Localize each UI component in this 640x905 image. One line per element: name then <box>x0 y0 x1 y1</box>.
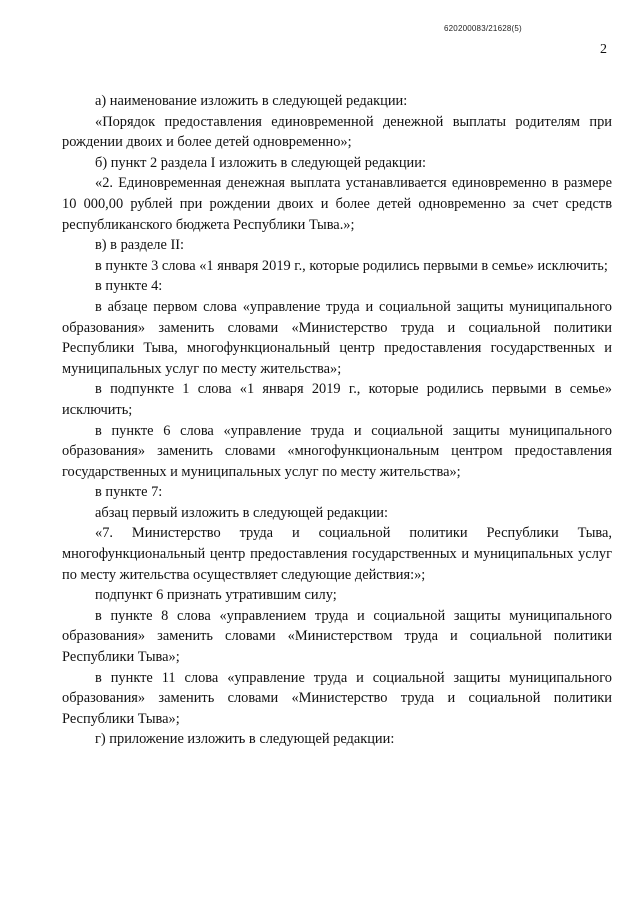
paragraph-item-3: в пункте 3 слова «1 января 2019 г., которые родились первыми в семье» исключить; <box>95 257 608 274</box>
paragraph-a: а) наименование изложить в следующей редакции: <box>95 93 408 109</box>
page-number: 2 <box>600 42 607 57</box>
paragraph-item-4: в пункте 4: <box>95 278 163 295</box>
paragraph-item-11: в пункте 11 слова «управление труда и социальной защиты муниципального образования» заменить словами «Министерство труда и социальной политики Республики Тыва»; <box>62 669 612 727</box>
paragraph-d: г) приложение изложить в следующей редакции: <box>95 731 395 748</box>
paragraph-item-7: в пункте 7: <box>95 484 163 501</box>
paragraph-b-text: «2. Единовременная денежная выплата устанавливается единовременно в размере 10 000,00 рублей при рождении двоих и более детей одновременно за счет средств республиканского бюджета Республики Тыва.»; <box>62 175 612 233</box>
document-id: 620200083/21628(5) <box>444 24 522 33</box>
paragraph-subitem-1: в подпункте 1 слова «1 января 2019 г., которые родились первыми в семье» исключить; <box>62 381 612 418</box>
paragraph-b: б) пункт 2 раздела I изложить в следующей редакции: <box>95 154 426 171</box>
paragraph-subitem-6: подпункт 6 признать утратившим силу; <box>95 587 337 604</box>
paragraph-item-6: в пункте 6 слова «управление труда и социальной защиты муниципального образования» заменить словами «многофункциональным центром предоставления государственных и муниципальных услуг по месту жительства»; <box>62 422 612 480</box>
document-body <box>62 91 612 750</box>
paragraph-item-7-first-clause: абзац первый изложить в следующей редакции: <box>95 504 389 521</box>
paragraph-item-7-text: «7. Министерство труда и социальной политики Республики Тыва, многофункциональный центр предоставления государственных и муниципальных услуг по месту жительства осуществляет следующие действия:»; <box>62 525 612 583</box>
paragraph-a-text: «Порядок предоставления единовременной денежной выплаты родителям при рождении двоих и более детей одновременно»; <box>62 113 612 151</box>
paragraph-item-8: в пункте 8 слова «управлением труда и социальной защиты муниципального образования» заменить словами «Министерством труда и социальной политики Республики Тыва»; <box>62 607 612 666</box>
paragraph-c: в) в разделе II: <box>95 237 185 254</box>
paragraph-item-4-first-clause: в абзаце первом слова «управление труда и социальной защиты муниципального образования» заменить словами «Министерство труда и социальной политики Республики Тыва, многофункциональный центр предоставления государственных и муниципальных услуг по месту жительства»; <box>62 298 612 377</box>
